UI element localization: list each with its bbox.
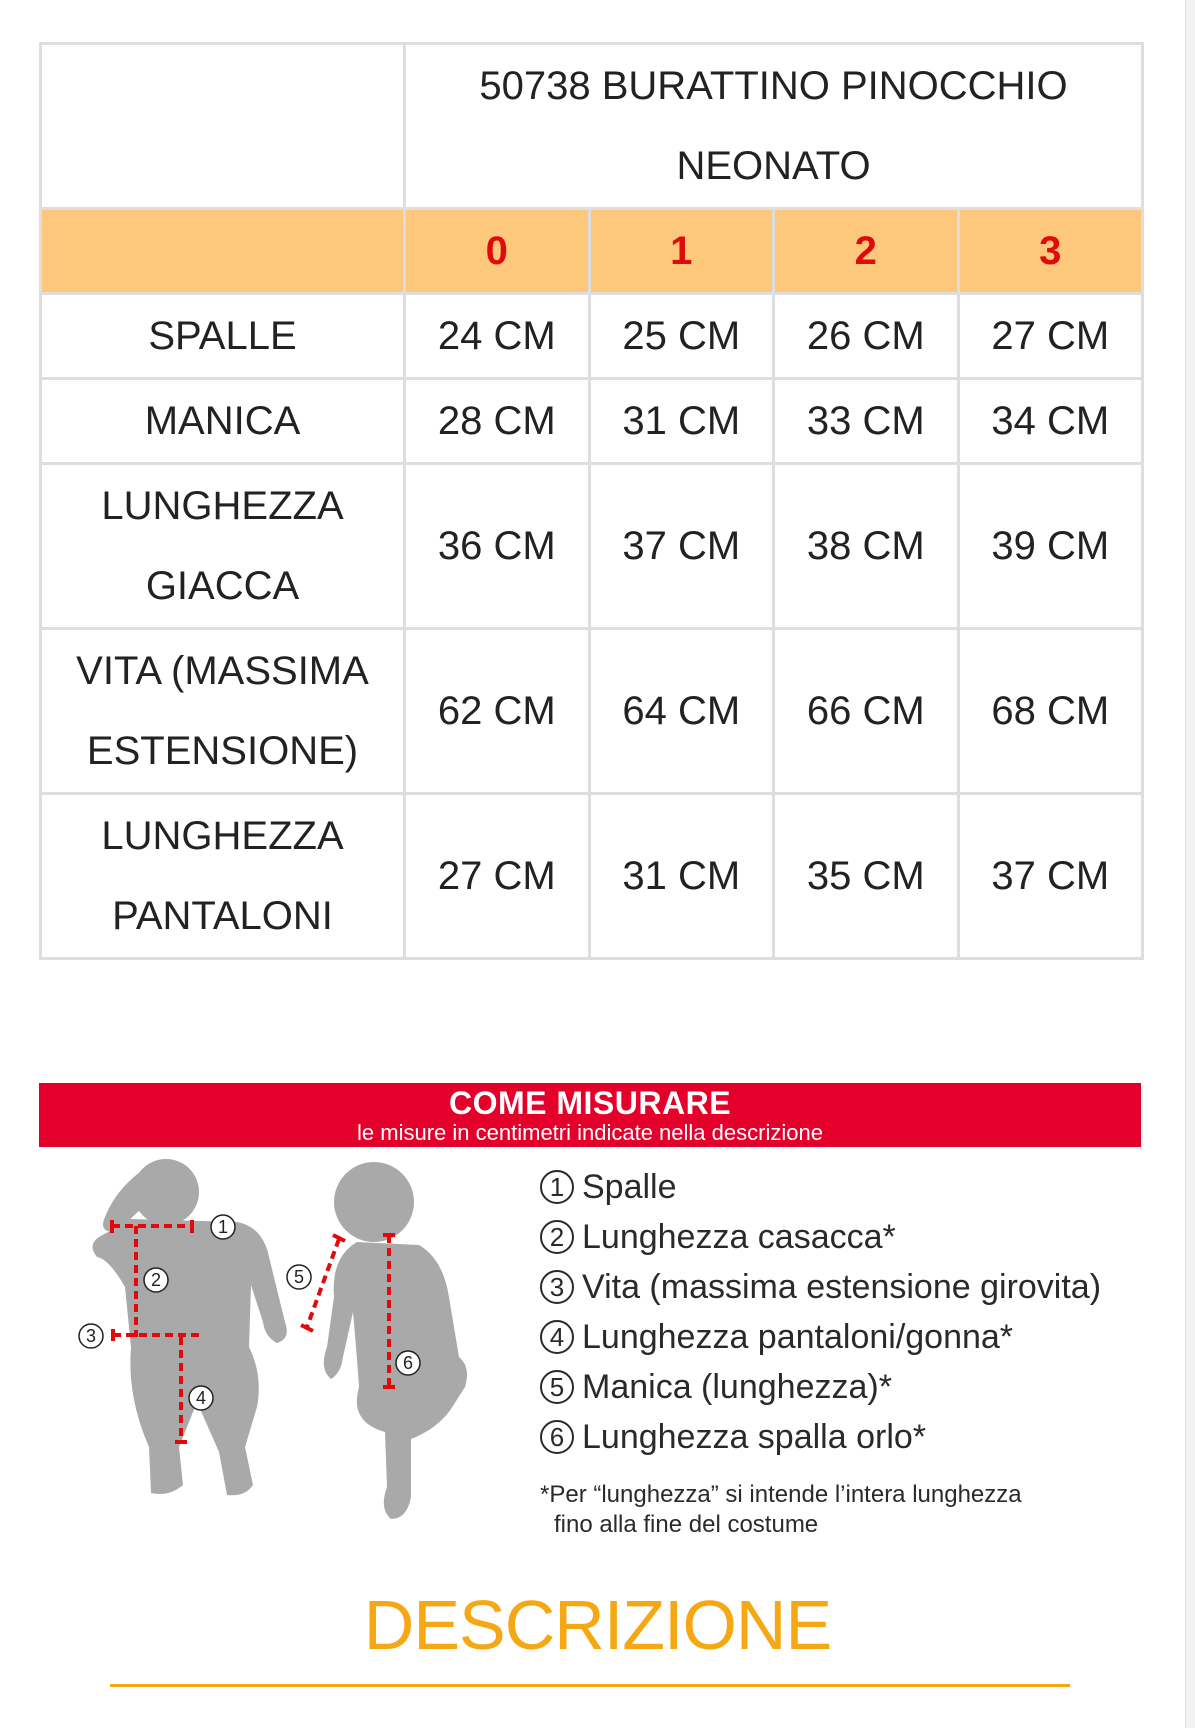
table-row-lunghezza-pantaloni	[41, 794, 1143, 959]
table-cell: 31 CM	[589, 379, 774, 464]
figure-marker-1: 1	[217, 1217, 229, 1237]
size-header-0: 0	[405, 209, 590, 294]
number-badge: 1	[540, 1170, 574, 1204]
table-row-vita	[41, 629, 1143, 794]
table-cell: 68 CM	[958, 629, 1143, 794]
description-heading: DESCRIZIONE	[363, 1586, 832, 1664]
row-label-text: LUNGHEZZA	[101, 814, 344, 858]
legend-label: Vita (massima estensione girovita)	[582, 1267, 1102, 1306]
product-title	[405, 44, 1143, 209]
row-label-manica	[41, 379, 405, 464]
row-label-text: VITA (MASSIMA	[76, 649, 369, 693]
legend-item-manica	[540, 1362, 1160, 1412]
number-badge: 6	[540, 1420, 574, 1454]
table-cell: 37 CM	[958, 794, 1143, 959]
size-header-3: 3	[958, 209, 1143, 294]
size-header-blank	[41, 209, 405, 294]
child-front-silhouette	[92, 1159, 286, 1495]
table-cell: 25 CM	[589, 294, 774, 379]
row-label-lunghezza-pantaloni	[41, 794, 405, 959]
table-cell: 64 CM	[589, 629, 774, 794]
table-cell: 24 CM	[405, 294, 590, 379]
number-badge: 2	[540, 1220, 574, 1254]
row-label-text: LUNGHEZZA	[101, 484, 344, 528]
description-divider	[110, 1684, 1070, 1687]
table-cell: 33 CM	[774, 379, 959, 464]
scrollbar[interactable]	[1185, 0, 1195, 1728]
number-badge: 5	[540, 1370, 574, 1404]
figure-marker-4: 4	[195, 1388, 207, 1408]
size-header-row	[41, 209, 1143, 294]
size-header-1: 1	[589, 209, 774, 294]
table-cell: 31 CM	[589, 794, 774, 959]
table-corner-cell	[41, 44, 405, 209]
number-badge: 3	[540, 1270, 574, 1304]
row-label-text: SPALLE	[148, 313, 297, 358]
table-cell: 37 CM	[589, 464, 774, 629]
table-cell: 28 CM	[405, 379, 590, 464]
measurement-legend	[540, 1162, 1160, 1540]
figure-marker-2: 2	[150, 1270, 162, 1290]
table-cell: 27 CM	[958, 294, 1143, 379]
table-row-lunghezza-giacca	[41, 464, 1143, 629]
row-label-text: ESTENSIONE)	[86, 729, 359, 773]
row-label-text: PANTALONI	[112, 894, 333, 938]
legend-label: Lunghezza casacca*	[582, 1217, 896, 1256]
figure-marker-3: 3	[85, 1326, 97, 1346]
table-row-spalle	[41, 294, 1143, 379]
table-cell: 62 CM	[405, 629, 590, 794]
product-title-line-1: 50738 BURATTINO PINOCCHIO	[479, 64, 1068, 108]
row-label-vita	[41, 629, 405, 794]
table-cell: 26 CM	[774, 294, 959, 379]
row-label-spalle	[41, 294, 405, 379]
row-label-text: GIACCA	[145, 564, 300, 608]
table-cell: 35 CM	[774, 794, 959, 959]
size-chart-table	[39, 42, 1144, 960]
legend-label: Spalle	[582, 1167, 677, 1206]
table-cell: 27 CM	[405, 794, 590, 959]
legend-label: Manica (lunghezza)*	[582, 1367, 892, 1406]
measurement-figures	[39, 1147, 539, 1577]
legend-item-lunghezza-spalla-orlo	[540, 1412, 1160, 1462]
figure-marker-5: 5	[293, 1267, 305, 1287]
legend-item-vita	[540, 1262, 1160, 1312]
how-to-measure-banner	[39, 1083, 1141, 1147]
footnote-line-2: fino alla fine del costume	[554, 1511, 819, 1538]
legend-item-lunghezza-pantaloni	[540, 1312, 1160, 1362]
footnote-line-1: *Per “lunghezza” si intende l’intera lunghezza	[540, 1481, 1022, 1508]
banner-title: COME MISURARE	[448, 1085, 732, 1121]
table-cell: 34 CM	[958, 379, 1143, 464]
legend-item-lunghezza-casacca	[540, 1212, 1160, 1262]
legend-label: Lunghezza spalla orlo*	[582, 1417, 927, 1456]
number-badge: 4	[540, 1320, 574, 1354]
row-label-text: MANICA	[144, 398, 301, 443]
legend-item-spalle	[540, 1162, 1160, 1212]
size-header-2: 2	[774, 209, 959, 294]
table-cell: 38 CM	[774, 464, 959, 629]
product-title-line-2: NEONATO	[676, 144, 871, 188]
child-side-silhouette	[324, 1162, 467, 1519]
length-footnote	[540, 1480, 1160, 1540]
figure-marker-6: 6	[402, 1353, 414, 1373]
table-title-row	[41, 44, 1143, 209]
table-cell: 66 CM	[774, 629, 959, 794]
banner-subtitle: le misure in centimetri indicate nella descrizione	[357, 1120, 823, 1145]
legend-label: Lunghezza pantaloni/gonna*	[582, 1317, 1014, 1356]
table-cell: 36 CM	[405, 464, 590, 629]
table-cell: 39 CM	[958, 464, 1143, 629]
table-row-manica	[41, 379, 1143, 464]
row-label-lunghezza-giacca	[41, 464, 405, 629]
